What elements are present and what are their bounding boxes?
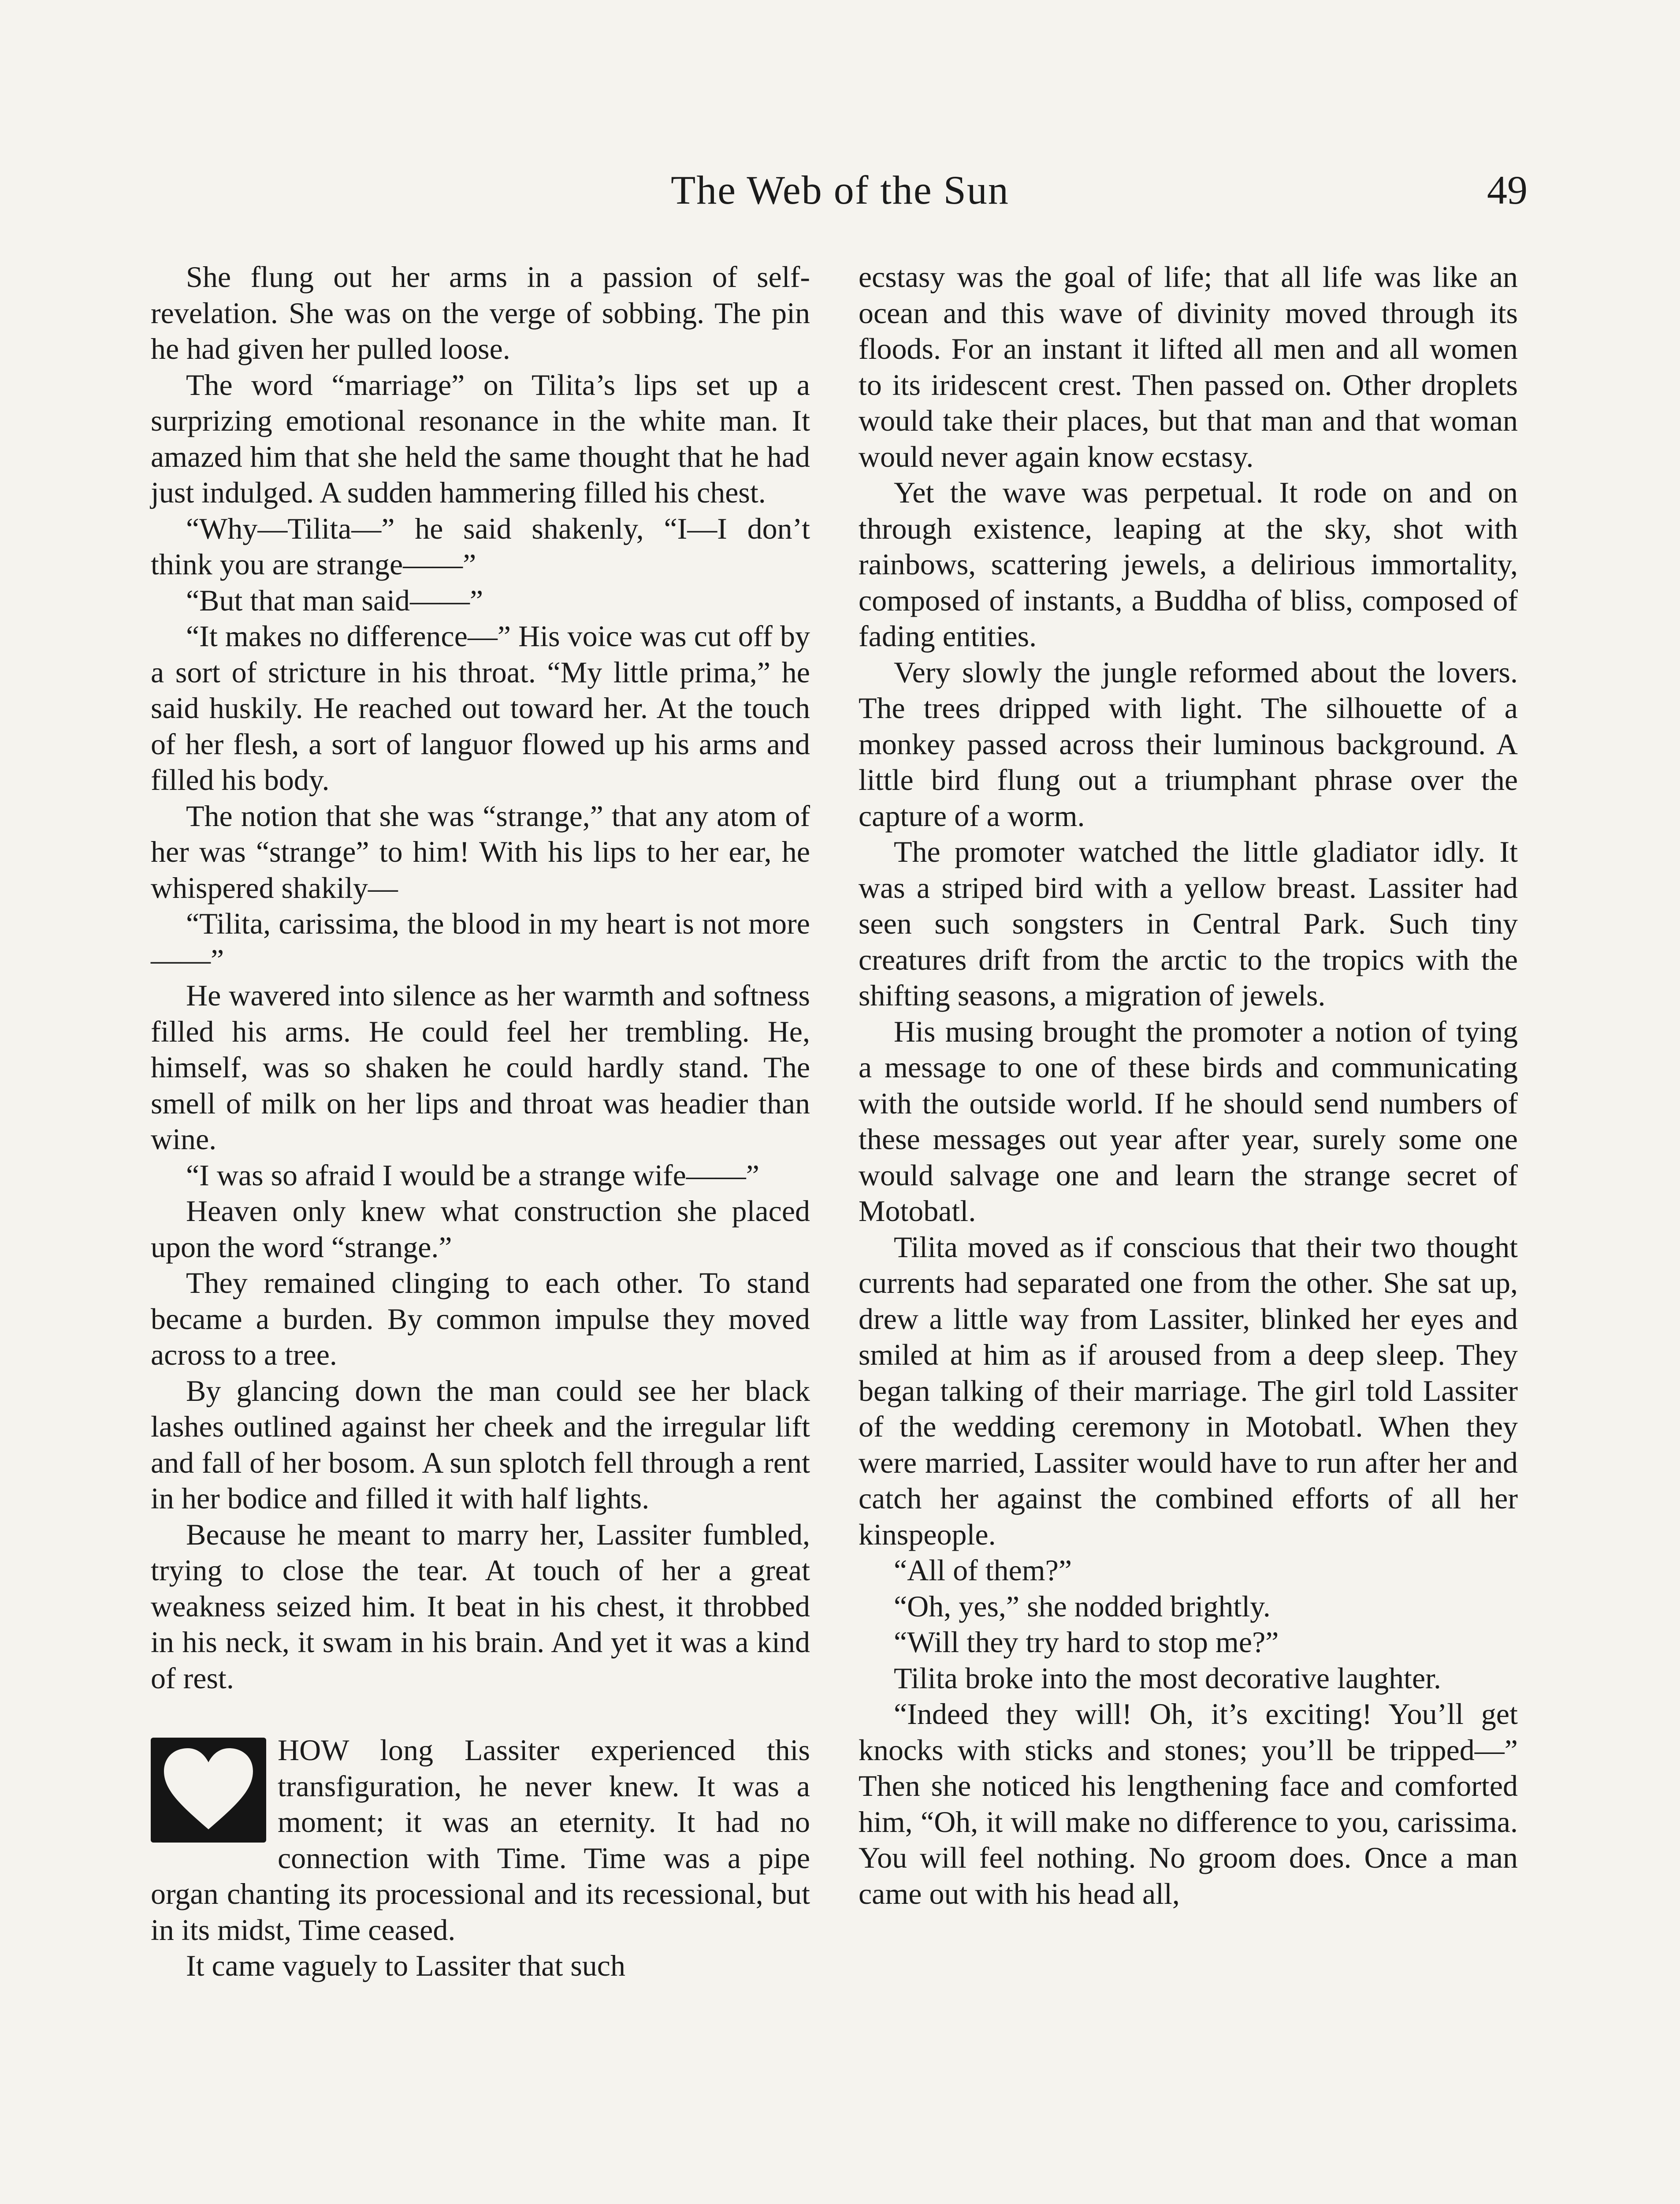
paragraph: Because he meant to marry her, Lassiter fumbled, trying to close the tear. At touch of her a great weakness seized him. It beat in his chest, it throbbed in his neck, it swam in his brain. And yet it was a kind of rest. bbox=[151, 1517, 810, 1695]
paragraph: Tilita moved as if conscious that their two thought currents had separated one from the other. She sat up, drew a little way from Lassiter, blinked her eyes and smiled at him as if aroused from a deep sleep. They began talking of their marriage. The girl told Lassiter of the wedding ceremony in Motobatl. When they were married, Lassiter would have to run after her and catch her against the combined efforts of all her kinspeople. bbox=[859, 1230, 1518, 1551]
paragraph: Very slowly the jungle reformed about the lovers. The trees dripped with light. The silhouette of a monkey passed across their luminous background. A little bird flung out a triumphant phrase over the capture of a worm. bbox=[859, 655, 1518, 833]
paragraph: “Why—Tilita—” he said shakenly, “I—I don’t think you are strange——” bbox=[151, 511, 810, 581]
paragraph: “It makes no difference—” His voice was cut off by a sort of stricture in his throat. “My little prima,” he said huskily. He reached out toward her. At the touch of her flesh, a sort of languor flowed up his arms and filled his body. bbox=[151, 619, 810, 797]
paragraph-continued: ecstasy was the goal of life; that all life was like an ocean and this wave of divinity moved through its floods. For an instant it lifted all men and all women to its iridescent crest. Then passed on. Other droplets would take their places, but that man and that woman would never again know ecstasy. bbox=[859, 260, 1518, 473]
heart-icon bbox=[151, 1738, 266, 1843]
paragraph: “I was so afraid I would be a strange wife——” bbox=[186, 1158, 759, 1192]
paragraph: Heaven only knew what construction she placed upon the word “strange.” bbox=[151, 1194, 810, 1264]
left-column bbox=[151, 259, 810, 1984]
paragraph: Yet the wave was perpetual. It rode on and on through existence, leaping at the sky, shot with rainbows, scattering jewels, a delirious immortality, composed of instants, a Buddha of bliss, composed of fading entities. bbox=[859, 476, 1518, 653]
paragraph: “Will they try hard to stop me?” bbox=[894, 1625, 1279, 1659]
section-opening-text: HOW long Lassiter experienced this transfiguration, he never knew. It was a moment; it was an eternity. It had no connection with Time. Time was a pipe organ chanting its processional and its recessional, but in its midst, Time ceased. bbox=[151, 1733, 810, 1947]
paragraph: It came vaguely to Lassiter that such bbox=[186, 1949, 625, 1982]
paragraph: They remained clinging to each other. To stand became a burden. By common impulse they moved across to a tree. bbox=[151, 1266, 810, 1371]
paragraph: She flung out her arms in a passion of self-revelation. She was on the verge of sobbing. The pin he had given her pulled loose. bbox=[151, 260, 810, 365]
paragraph: The promoter watched the little gladiator idly. It was a striped bird with a yellow breast. Lassiter had seen such songsters in Central Park. Such tiny creatures drift from the arctic to the tropics with the shifting seasons, a migration of jewels. bbox=[859, 835, 1518, 1012]
paragraph: The notion that she was “strange,” that any atom of her was “strange” to him! With his lips to her ear, he whispered shakily— bbox=[151, 799, 810, 905]
paragraph: By glancing down the man could see her black lashes outlined against her cheek and the irregular lift and fall of her bosom. A sun splotch fell through a rent in her bodice and filled it with half lights. bbox=[151, 1374, 810, 1515]
paragraph: “All of them?” bbox=[894, 1553, 1072, 1587]
paragraph: His musing brought the promoter a notion of tying a message to one of these birds and communicating with the outside world. If he should send numbers of these messages out year after year, surely some one would salvage one and learn the strange secret of Motobatl. bbox=[859, 1014, 1518, 1228]
paragraph: “Tilita, carissima, the blood in my heart is not more——” bbox=[151, 907, 810, 976]
page-number: 49 bbox=[1487, 168, 1528, 212]
section-break bbox=[151, 1696, 810, 1732]
paragraph: “But that man said——” bbox=[186, 583, 483, 617]
paragraph: Tilita broke into the most decorative laughter. bbox=[894, 1661, 1442, 1695]
paragraph: He wavered into silence as her warmth and softness filled his arms. He could feel her trembling. He, himself, was so shaken he could hardly stand. The smell of milk on her lips and throat was headier than wine. bbox=[151, 979, 810, 1156]
paragraph: “Oh, yes,” she nodded brightly. bbox=[894, 1589, 1271, 1623]
paragraph: “Indeed they will! Oh, it’s exciting! You’ll get knocks with sticks and stones; you’ll be tripped—” Then she noticed his lengthening face and comforted him, “Oh, it will make no difference to you, carissima. You will feel nothing. No groom does. Once a man came out with his head all, bbox=[859, 1697, 1518, 1910]
page-header bbox=[0, 167, 1680, 220]
paragraph: The word “marriage” on Tilita’s lips set up a surprizing emotional resonance in the white man. It amazed him that she held the same thought that he had just indulged. A sudden hammering filled his chest. bbox=[151, 368, 810, 509]
right-column bbox=[859, 259, 1518, 1912]
section-opening bbox=[151, 1732, 810, 1948]
running-title: The Web of the Sun bbox=[671, 168, 1009, 212]
